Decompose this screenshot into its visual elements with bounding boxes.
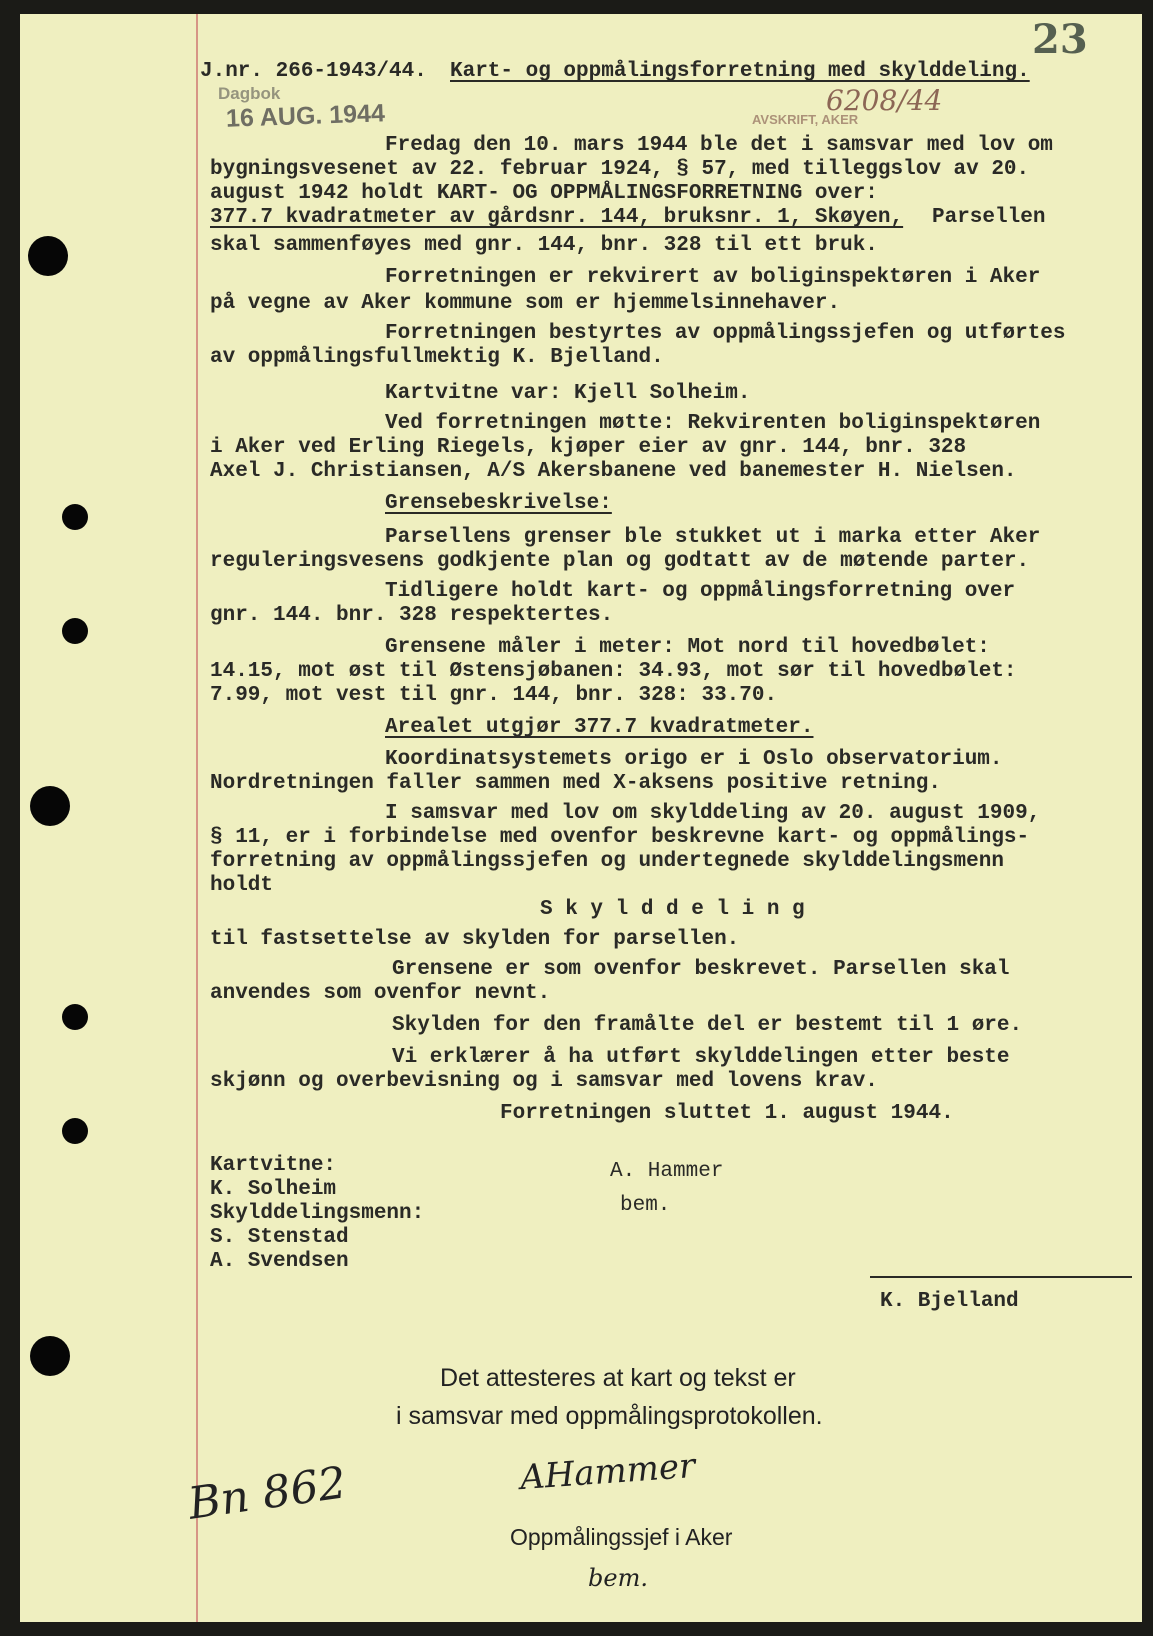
body-line: Skylden for den framålte del er bestemt til 1 øre. xyxy=(392,1014,1023,1037)
body-line: 377.7 kvadratmeter av gårdsnr. 144, bruksnr. 1, Skøyen, xyxy=(210,206,904,229)
body-line: 14.15, mot øst til Østensjøbanen: 34.93, mot sør til hovedbølet: xyxy=(210,660,1017,683)
body-line: holdt xyxy=(210,874,274,897)
margin-rule xyxy=(196,14,198,1622)
body-line: Ved forretningen møtte: Rekvirenten boliginspektøren xyxy=(385,412,1041,435)
body-line: bygningsvesenet av 22. februar 1924, § 57, med tilleggslov av 20. xyxy=(210,158,1030,181)
signature-line xyxy=(870,1276,1132,1278)
body-line: Nordretningen faller sammen med X-aksens positive retning. xyxy=(210,772,941,795)
body-line: Parsellens grenser ble stukket ut i marka etter Aker xyxy=(385,526,1041,549)
body-line: 7.99, mot vest til gnr. 144, bnr. 328: 33.70. xyxy=(210,684,778,707)
body-line: forretning av oppmålingssjefen og undertegnede skylddelingsmenn xyxy=(210,850,1004,873)
body-line: § 11, er i forbindelse med ovenfor beskrevne kart- og oppmålings- xyxy=(210,826,1030,849)
section-heading: Grensebeskrivelse: xyxy=(385,492,612,515)
attest-title: Oppmålingssjef i Aker xyxy=(510,1524,733,1550)
date-stamp: 16 AUG. 1944 xyxy=(225,99,386,133)
body-line: på vegne av Aker kommune som er hjemmelsinnehaver. xyxy=(210,292,841,315)
body-line: anvendes som ovenfor nevnt. xyxy=(210,982,551,1005)
body-line: Forretningen sluttet 1. august 1944. xyxy=(500,1102,954,1125)
signature-left: Kartvitne: xyxy=(210,1154,337,1177)
skylddeling-heading: S k y l d d e l i n g xyxy=(540,898,805,921)
punch-hole xyxy=(62,504,88,530)
attest-line: Det attesteres at kart og tekst er xyxy=(440,1364,796,1392)
body-line: august 1942 holdt KART- OG OPPMÅLINGSFORRETNING over: xyxy=(210,182,878,205)
page-number: 23 xyxy=(1032,16,1088,63)
signature-right: bem. xyxy=(620,1194,671,1217)
signature-left: K. Solheim xyxy=(210,1178,337,1201)
body-line: av oppmålingsfullmektig K. Bjelland. xyxy=(210,346,664,369)
body-line: i Aker ved Erling Riegels, kjøper eier av gnr. 144, bnr. 328 xyxy=(210,436,967,459)
margin-note: Bn 862 xyxy=(185,1457,350,1530)
body-line: til fastsettelse av skylden for parsellen. xyxy=(210,928,740,951)
signature-left: Skylddelingsmenn: xyxy=(210,1202,425,1225)
avskrift-stamp: AVSKRIFT, AKER xyxy=(752,112,859,127)
handwritten-signature: AHammer xyxy=(518,1445,697,1499)
body-line: Tidligere holdt kart- og oppmålingsforretning over xyxy=(385,580,1016,603)
punch-hole xyxy=(30,786,70,826)
body-line: Fredag den 10. mars 1944 ble det i samsvar med lov om xyxy=(385,134,1053,157)
body-line: I samsvar med lov om skylddeling av 20. august 1909, xyxy=(385,802,1041,825)
document-page xyxy=(20,14,1142,1622)
attest-line: i samsvar med oppmålingsprotokollen. xyxy=(396,1402,823,1430)
signature-right: A. Hammer xyxy=(610,1160,724,1183)
body-line: skjønn og overbevisning og i samsvar med lovens krav. xyxy=(210,1070,878,1093)
body-line: Grensene måler i meter: Mot nord til hovedbølet: xyxy=(385,636,990,659)
body-line: Forretningen er rekvirert av boliginspektøren i Aker xyxy=(385,266,1041,289)
body-line: Axel J. Christiansen, A/S Akersbanene ved banemester H. Nielsen. xyxy=(210,460,1017,483)
punch-hole xyxy=(28,236,68,276)
journal-ref: J.nr. 266-1943/44. xyxy=(200,60,427,83)
handwritten-number: 6208/44 xyxy=(826,84,943,117)
dagbok-stamp: Dagbok xyxy=(218,84,281,103)
body-line: gnr. 144. bnr. 328 respektertes. xyxy=(210,604,614,627)
punch-hole xyxy=(62,1118,88,1144)
punch-hole xyxy=(30,1336,70,1376)
body-line: Forretningen bestyrtes av oppmålingssjefen og utførtes xyxy=(385,322,1066,345)
body-line: Koordinatsystemets origo er i Oslo observatorium. xyxy=(385,748,1003,771)
body-line: skal sammenføyes med gnr. 144, bnr. 328 til ett bruk. xyxy=(210,234,878,257)
body-line: Kartvitne var: Kjell Solheim. xyxy=(385,382,751,405)
punch-hole xyxy=(62,1004,88,1030)
signature-left: S. Stenstad xyxy=(210,1226,349,1249)
attest-bem: bem. xyxy=(588,1564,648,1592)
area-heading: Arealet utgjør 377.7 kvadratmeter. xyxy=(385,716,814,739)
punch-hole xyxy=(62,618,88,644)
document-title: Kart- og oppmålingsforretning med skylddeling. xyxy=(450,60,1030,83)
body-line: Grensene er som ovenfor beskrevet. Parsellen skal xyxy=(392,958,1010,981)
body-line: Vi erklærer å ha utført skylddelingen etter beste xyxy=(392,1046,1010,1069)
body-line: Parsellen xyxy=(932,206,1046,229)
body-line: reguleringsvesens godkjente plan og godtatt av de møtende parter. xyxy=(210,550,1030,573)
signature-left: A. Svendsen xyxy=(210,1250,349,1273)
surveyor-name: K. Bjelland xyxy=(880,1290,1019,1313)
